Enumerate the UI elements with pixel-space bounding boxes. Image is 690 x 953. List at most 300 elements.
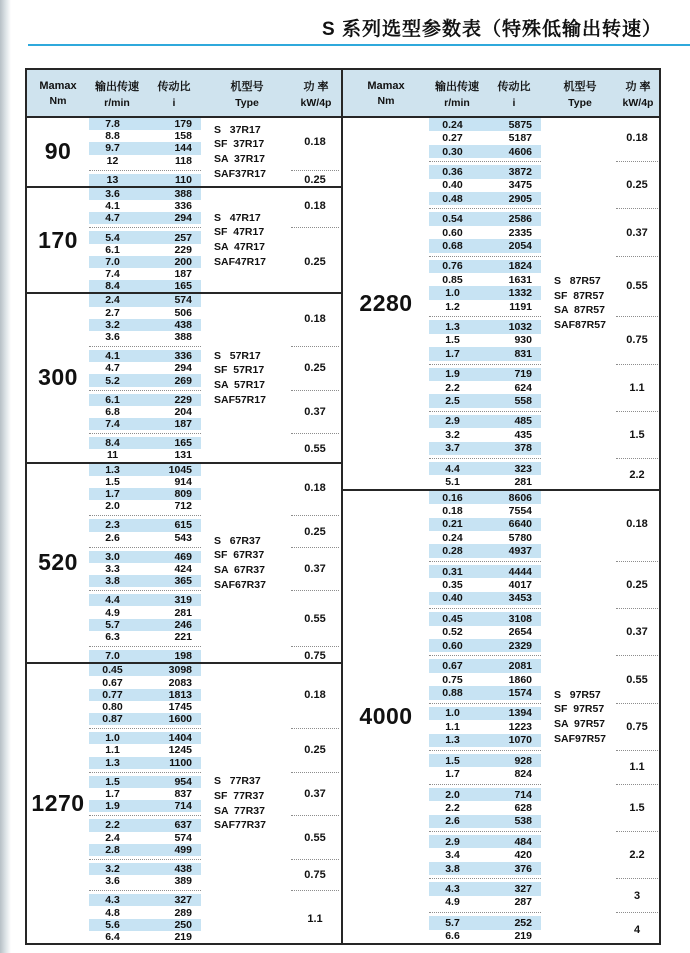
- speed-value: 3.3: [105, 563, 120, 575]
- dotted-separator: [616, 458, 657, 459]
- speed-value: 0.75: [442, 673, 463, 686]
- table-row: [89, 142, 201, 154]
- power-value: 0.55: [304, 831, 326, 844]
- table-row: [429, 165, 541, 178]
- ratio-value: 336: [174, 350, 192, 363]
- ratio-value: 198: [174, 650, 192, 663]
- table-row: [429, 475, 541, 488]
- ratio-value: 327: [174, 894, 192, 907]
- table-row: [89, 551, 201, 563]
- ratio-value: 319: [174, 594, 192, 607]
- ratio-value: 928: [514, 754, 532, 767]
- speed-value: 3.8: [445, 862, 460, 875]
- ratio-value: 2905: [508, 192, 532, 205]
- dotted-separator: [429, 411, 541, 412]
- col-header-type: [203, 70, 291, 116]
- dotted-separator: [429, 256, 541, 257]
- ratio-value: 484: [514, 835, 532, 848]
- table-row: [429, 720, 541, 733]
- table-row: [89, 244, 201, 256]
- table-row: [429, 531, 541, 544]
- ratio-value: 1404: [168, 732, 192, 745]
- type-cell: [541, 491, 615, 943]
- ratio-value: 200: [174, 255, 192, 268]
- table-row: [429, 930, 541, 943]
- col-header-speed: [89, 70, 145, 116]
- page-title: S 系列选型参数表（特殊低输出转速）: [322, 19, 662, 40]
- dotted-separator: [89, 170, 201, 171]
- type-cell: [201, 118, 289, 186]
- dotted-separator: [89, 815, 201, 816]
- speed-value: 0.88: [442, 686, 463, 699]
- speed-value: 0.60: [442, 226, 463, 239]
- table-row: [429, 578, 541, 591]
- power-value: 1.1: [629, 381, 645, 394]
- power-value: 0.25: [304, 255, 326, 268]
- speed-value: 0.40: [442, 592, 463, 605]
- ratio-value: 914: [174, 475, 192, 488]
- col-header-ratio: [145, 70, 203, 116]
- speed-value: 8.4: [105, 280, 120, 293]
- speed-value: 11: [106, 449, 119, 462]
- ratio-value: 3872: [508, 165, 532, 178]
- table-row: [429, 347, 541, 360]
- ratio-value: 831: [514, 347, 532, 360]
- type-line: S 67R37: [214, 534, 261, 547]
- dotted-separator: [429, 750, 541, 751]
- torque-value: 1270: [31, 790, 85, 817]
- speed-value: 8.4: [105, 437, 120, 450]
- table-row: [429, 226, 541, 239]
- power-value: 0.75: [304, 869, 326, 882]
- table-row: [89, 650, 201, 662]
- table-row: [89, 231, 201, 243]
- power-value: 4: [633, 923, 641, 936]
- speed-value: 13: [106, 173, 119, 186]
- table-row: [89, 437, 201, 449]
- type-line: SAF67R37: [214, 578, 266, 591]
- ratio-value: 1813: [168, 688, 192, 701]
- table-row: [429, 686, 541, 699]
- dotted-separator: [89, 772, 201, 773]
- ratio-value: 1824: [508, 260, 532, 273]
- speed-value: 2.3: [105, 519, 120, 532]
- power-value: 0.25: [626, 579, 648, 592]
- ratio-value: 1860: [508, 673, 532, 686]
- ratio-value: 714: [514, 788, 532, 801]
- speed-value: 0.35: [442, 579, 463, 592]
- ratio-value: 558: [514, 395, 532, 408]
- ratio-value: 1100: [169, 756, 192, 769]
- power-label: 功 率: [303, 80, 329, 93]
- table-row: [429, 788, 541, 801]
- type-line: SAF47R17: [214, 255, 266, 268]
- table-row: [429, 767, 541, 780]
- table-row: [89, 575, 201, 587]
- type-line: SA 57R17: [214, 378, 265, 391]
- table-row: [429, 639, 541, 652]
- ratio-value: 7554: [508, 504, 532, 517]
- col-header-type: [543, 70, 617, 116]
- type-line: SF 77R37: [214, 789, 265, 802]
- power-value: 0.55: [304, 612, 326, 625]
- speed-value: 2.8: [105, 843, 120, 856]
- ratio-value: 3453: [508, 592, 532, 605]
- table-row: [429, 320, 541, 333]
- power-value: 0.37: [626, 226, 648, 239]
- table-row: [429, 462, 541, 475]
- speed-value: 6.4: [105, 930, 120, 943]
- ratio-value: 336: [174, 200, 192, 213]
- table-row: [89, 307, 201, 319]
- table-row: [89, 631, 201, 643]
- speed-value: 0.45: [102, 664, 123, 677]
- speed-value: 0.16: [442, 491, 463, 504]
- table-row: [89, 362, 201, 374]
- type-line: S 37R17: [214, 123, 261, 136]
- selection-table: [25, 68, 661, 945]
- ratio-value: 424: [174, 563, 192, 575]
- ratio-value: 378: [514, 442, 532, 455]
- speed-unit: r/min: [444, 96, 470, 109]
- dotted-separator: [616, 364, 657, 365]
- type-line: SF 57R17: [214, 364, 265, 377]
- ratio-value: 204: [174, 405, 192, 418]
- table-row: [429, 300, 541, 313]
- dotted-separator: [89, 890, 201, 891]
- table-row: [89, 819, 201, 831]
- ratio-value: 4937: [508, 545, 532, 558]
- table-row: [89, 519, 201, 531]
- speed-value: 9.7: [105, 142, 120, 155]
- speed-value: 2.9: [445, 835, 460, 848]
- speed-value: 1.3: [445, 734, 460, 747]
- table-row: [89, 118, 201, 130]
- table-row: [89, 906, 201, 918]
- speed-value: 2.2: [445, 381, 460, 394]
- type-line: SAF77R37: [214, 819, 266, 832]
- ratio-value: 281: [514, 476, 532, 489]
- speed-value: 0.67: [102, 676, 123, 689]
- speed-value: 0.40: [442, 179, 463, 192]
- table-row: [89, 689, 201, 701]
- speed-value: 1.3: [445, 321, 460, 334]
- speed-value: 6.3: [105, 630, 120, 643]
- speed-value: 1.5: [445, 754, 460, 767]
- table-row: [429, 192, 541, 205]
- power-unit: kW/4p: [300, 96, 332, 109]
- ratio-value: 179: [174, 118, 192, 131]
- ratio-value: 118: [175, 154, 192, 167]
- ratio-value: 219: [174, 930, 192, 943]
- power-value: 0.75: [626, 720, 648, 733]
- speed-value: 0.54: [442, 213, 463, 226]
- speed-value: 5.7: [445, 916, 460, 929]
- dotted-separator: [616, 784, 657, 785]
- ratio-value: 438: [174, 318, 192, 331]
- dotted-separator: [89, 227, 201, 228]
- power-value: 0.37: [304, 788, 326, 801]
- dotted-separator: [616, 208, 657, 209]
- speed-value: 0.28: [442, 545, 463, 558]
- ratio-value: 4444: [508, 565, 532, 578]
- speed-value: 3.2: [445, 428, 460, 441]
- power-value: 0.55: [626, 280, 648, 293]
- speed-value: 6.8: [105, 405, 120, 418]
- table-row: [89, 488, 201, 500]
- table-row: [429, 212, 541, 225]
- power-value: 0.25: [626, 179, 648, 192]
- ratio-value: 954: [174, 775, 192, 788]
- dotted-separator: [429, 878, 541, 879]
- power-value: 0.18: [304, 200, 326, 213]
- speed-label: 输出传速: [95, 80, 139, 93]
- dotted-separator: [429, 655, 541, 656]
- speed-value: 4.9: [105, 606, 120, 619]
- table-row: [429, 239, 541, 252]
- dotted-separator: [616, 655, 657, 656]
- torque-label: Mamax: [367, 79, 405, 92]
- dotted-separator: [429, 161, 541, 162]
- table-row: [429, 179, 541, 192]
- ratio-value: 294: [174, 362, 192, 375]
- table-row: [429, 368, 541, 381]
- table-row: [429, 612, 541, 625]
- ratio-value: 281: [174, 606, 192, 619]
- table-row: [89, 919, 201, 931]
- ratio-value: 1045: [168, 463, 192, 476]
- torque-group: [27, 662, 341, 943]
- ratio-value: 376: [514, 862, 532, 875]
- table-row: [89, 832, 201, 844]
- speed-value: 1.0: [445, 707, 460, 720]
- speed-value: 2.4: [105, 294, 120, 307]
- speed-value: 2.2: [105, 819, 120, 832]
- dotted-separator: [89, 515, 201, 516]
- power-value: 1.5: [629, 801, 645, 814]
- dotted-separator: [291, 515, 340, 516]
- table-row: [89, 563, 201, 575]
- dotted-separator: [89, 859, 201, 860]
- ratio-value: 388: [174, 188, 192, 200]
- table-row: [89, 394, 201, 406]
- speed-value: 0.21: [442, 518, 463, 531]
- torque-value: 300: [38, 364, 78, 391]
- speed-value: 3.2: [105, 318, 120, 331]
- dotted-separator: [291, 590, 340, 591]
- ratio-value: 8606: [508, 491, 532, 504]
- ratio-value: 2329: [508, 639, 532, 652]
- ratio-value: 506: [174, 306, 192, 319]
- table-row: [429, 734, 541, 747]
- dotted-separator: [291, 859, 340, 860]
- speed-value: 0.30: [442, 145, 463, 158]
- dotted-separator: [89, 433, 201, 434]
- speed-value: 7.4: [105, 418, 120, 431]
- ratio-value: 1574: [508, 686, 532, 699]
- ratio-value: 1191: [509, 300, 532, 313]
- power-value: 0.37: [304, 563, 326, 575]
- ratio-value: 221: [174, 630, 192, 643]
- speed-value: 0.18: [442, 504, 463, 517]
- dotted-separator: [291, 170, 340, 171]
- table-body-right: [343, 118, 659, 943]
- dotted-separator: [429, 608, 541, 609]
- power-value: 1.1: [629, 761, 645, 774]
- ratio-value: 257: [174, 231, 192, 244]
- table-row: [429, 848, 541, 861]
- dotted-separator: [429, 703, 541, 704]
- dotted-separator: [429, 458, 541, 459]
- speed-value: 1.0: [105, 732, 120, 745]
- type-line: SF 37R17: [214, 138, 265, 151]
- type-label: 机型号: [563, 80, 597, 93]
- table-row: [429, 145, 541, 158]
- speed-value: 4.3: [105, 894, 120, 907]
- speed-value: 0.45: [442, 612, 463, 625]
- table-row: [89, 350, 201, 362]
- dotted-separator: [429, 912, 541, 913]
- dotted-separator: [291, 890, 340, 891]
- ratio-value: 187: [174, 268, 192, 281]
- power-value: 0.55: [304, 443, 326, 456]
- type-line: SA 47R17: [214, 241, 265, 254]
- speed-value: 4.7: [105, 362, 120, 375]
- speed-value: 3.6: [105, 330, 120, 343]
- table-row: [89, 130, 201, 142]
- ratio-value: 294: [174, 212, 192, 225]
- speed-value: 0.76: [442, 260, 463, 273]
- ratio-value: 1631: [508, 273, 532, 286]
- power-value: 0.55: [626, 673, 648, 686]
- speed-value: 8.8: [105, 130, 120, 143]
- type-line: S 97R57: [554, 688, 601, 701]
- power-value: 2.2: [629, 469, 645, 482]
- ratio-value: 420: [514, 849, 532, 862]
- speed-value: 3.0: [105, 550, 120, 563]
- ratio-value: 4017: [508, 579, 532, 592]
- speed-value: 4.1: [105, 200, 120, 213]
- dotted-separator: [429, 561, 541, 562]
- ratio-value: 435: [514, 428, 532, 441]
- dotted-separator: [89, 728, 201, 729]
- col-header-torque: [27, 70, 89, 116]
- table-row: [89, 776, 201, 788]
- ratio-value: 165: [174, 437, 192, 450]
- table-row: [429, 260, 541, 273]
- speed-value: 2.9: [445, 415, 460, 428]
- ratio-label: 传动比: [497, 80, 531, 93]
- ratio-value: 1600: [168, 713, 192, 726]
- dotted-separator: [616, 750, 657, 751]
- ratio-value: 187: [174, 418, 192, 431]
- ratio-value: 485: [514, 415, 532, 428]
- speed-value: 1.5: [105, 475, 120, 488]
- ratio-value: 1245: [168, 744, 192, 757]
- dotted-separator: [616, 703, 657, 704]
- power-unit: kW/4p: [622, 96, 654, 109]
- speed-value: 1.2: [445, 300, 460, 313]
- ratio-value: 574: [174, 294, 192, 307]
- ratio-value: 1394: [508, 707, 532, 720]
- dotted-separator: [291, 772, 340, 773]
- speed-value: 0.52: [442, 626, 463, 639]
- speed-value: 0.31: [442, 565, 463, 578]
- page-edge-shadow: [0, 0, 11, 953]
- col-header-speed: [429, 70, 485, 116]
- type-line: S 87R57: [554, 275, 601, 288]
- table-row: [89, 476, 201, 488]
- speed-value: 0.48: [442, 192, 463, 205]
- ratio-value: 3098: [168, 664, 192, 677]
- ratio-value: 1745: [168, 700, 192, 713]
- speed-value: 1.3: [105, 463, 120, 476]
- speed-value: 6.1: [105, 393, 120, 406]
- table-row: [89, 606, 201, 618]
- speed-value: 5.7: [105, 618, 120, 631]
- type-label: 机型号: [230, 80, 264, 93]
- speed-value: 3.7: [445, 442, 460, 455]
- speed-label: 输出传速: [435, 80, 479, 93]
- dotted-separator: [429, 784, 541, 785]
- dotted-separator: [291, 227, 340, 228]
- table-row: [429, 544, 541, 557]
- ratio-value: 930: [514, 334, 532, 347]
- type-line: S 77R37: [214, 775, 261, 788]
- table-row: [89, 744, 201, 756]
- power-value: 0.18: [304, 312, 326, 325]
- speed-value: 4.4: [105, 594, 120, 607]
- power-value: 0.37: [304, 405, 326, 418]
- ratio-value: 1332: [508, 287, 532, 300]
- table-row: [429, 381, 541, 394]
- table-row: [429, 442, 541, 455]
- power-value: 0.18: [304, 136, 326, 149]
- speed-value: 1.7: [445, 768, 460, 781]
- ratio-value: 2586: [508, 213, 532, 226]
- ratio-value: 1223: [508, 720, 532, 733]
- torque-value: 2280: [359, 289, 413, 316]
- type-line: SF 67R37: [214, 549, 265, 562]
- table-row: [89, 676, 201, 688]
- ratio-value: 809: [174, 488, 192, 501]
- ratio-value: 824: [514, 768, 532, 781]
- dotted-separator: [616, 256, 657, 257]
- type-line: SA 87R57: [554, 304, 605, 317]
- table-row: [89, 894, 201, 906]
- table-row: [429, 334, 541, 347]
- table-row: [89, 788, 201, 800]
- table-row: [89, 800, 201, 812]
- speed-value: 0.80: [102, 700, 123, 713]
- ratio-value: 628: [514, 801, 532, 814]
- speed-value: 2.0: [445, 788, 460, 801]
- col-header-power: [617, 70, 659, 116]
- speed-value: 4.1: [105, 350, 120, 363]
- torque-group: [343, 489, 659, 943]
- speed-value: 4.4: [445, 462, 460, 475]
- table-row: [429, 916, 541, 929]
- table-row: [429, 504, 541, 517]
- ratio-value: 624: [514, 381, 532, 394]
- power-label: 功 率: [625, 80, 651, 93]
- speed-value: 12: [106, 154, 119, 167]
- type-line: SAF37R17: [214, 167, 266, 180]
- table-header-left: [27, 70, 341, 118]
- speed-value: 6.1: [105, 243, 120, 256]
- table-row: [429, 626, 541, 639]
- type-line: SA 97R57: [554, 717, 605, 730]
